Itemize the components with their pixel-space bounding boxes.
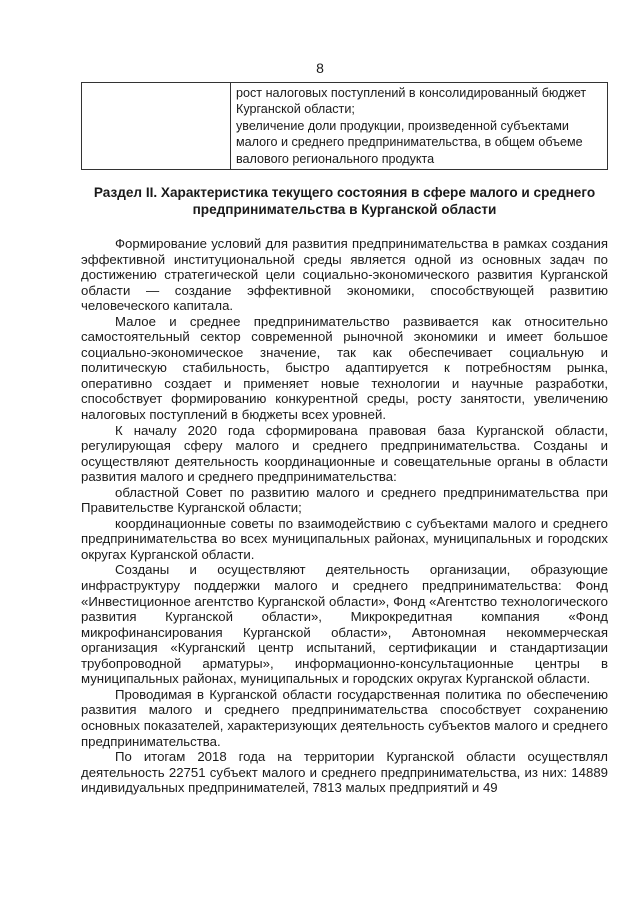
paragraph: областной Совет по развитию малого и среднего предпринимательства при Правительстве Курганской области; <box>81 484 608 516</box>
paragraph: Созданы и осуществляют деятельность организации, образующие инфраструктуру поддержки малого и среднего предпринимательства: Фонд «Инвестиционное агентство Курганской области», Фонд «Агентство технологического развития Курганской области», Микрокредитная компания «Фонд микрофинансирования Курганской области», Автономная некоммерческая организация «Курганский центр испытаний, сертификации и стандартизации трубопроводной арматуры», информационно-консультационные центры в муниципальных районах, муниципальных и городских округах Курганской области. <box>81 562 608 687</box>
paragraph: Малое и среднее предпринимательство развивается как относительно самостоятельный сектор современной рыночной экономики и имеет большое социально-экономическое значение, так как обеспечивает социальную и политическую стабильность, быстро адаптируется к потребностям рынка, оперативно создает и применяет новые технологии и научные разработки, способствует формированию конкурентной среды, росту занятости, увеличению налоговых поступлений в бюджеты всех уровней. <box>81 313 608 423</box>
paragraph: По итогам 2018 года на территории Курганской области осуществлял деятельность 22751 субъект малого и среднего предпринимательства, из них: 14889 индивидуальных предпринимателей, 7813 малых предприятий и 49 <box>81 749 608 796</box>
section-heading: Раздел II. Характеристика текущего состояния в сфере малого и среднего предпринимательства в Курганской области <box>93 185 596 218</box>
table-row <box>82 83 608 170</box>
paragraph: координационные советы по взаимодействию с субъектами малого и среднего предпринимательства во всех муниципальных районах, муниципальных и городских округах Курганской области. <box>81 515 608 562</box>
page-number: 8 <box>316 60 324 76</box>
paragraph: Формирование условий для развития предпринимательства в рамках создания эффективной институциональной среды является одной из основных задач по достижению стратегической цели социально-экономического развития Курганской области — создание эффективной экономики, способствующей развитию человеческого капитала. <box>81 236 608 314</box>
paragraph: Проводимая в Курганской области государственная политика по обеспечению развития малого и среднего предпринимательства способствует сохранению основных показателей, характеризующих деятельность субъектов малого и среднего предпринимательства. <box>81 686 608 749</box>
indicator-tax-revenue: рост налоговых поступлений в консолидированный бюджет Курганской области; <box>236 86 587 117</box>
continuation-table <box>81 82 608 170</box>
table-cell-empty <box>82 83 231 170</box>
table-cell-indicators <box>231 83 608 170</box>
paragraph: К началу 2020 года сформирована правовая база Курганской области, регулирующая сферу малого и среднего предпринимательства. Созданы и осуществляют деятельность координационные и совещательные органы в области развития малого и среднего предпринимательства: <box>81 422 608 485</box>
body-text <box>81 236 608 796</box>
indicator-sme-share: увеличение доли продукции, произведенной субъектами малого и среднего предпринимательства, в общем объеме валового регионального продукта <box>236 118 583 166</box>
